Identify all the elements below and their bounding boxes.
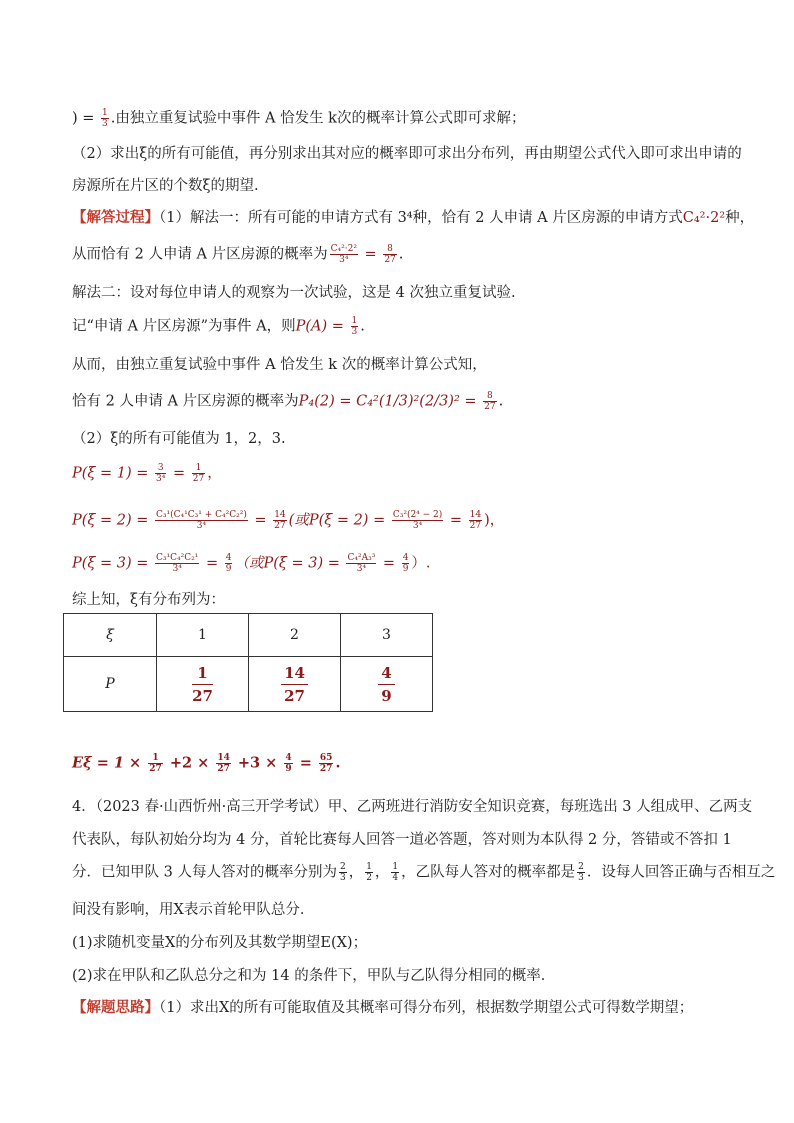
table-row <box>64 614 433 657</box>
fraction: $\frac{8}{27}$ <box>484 391 496 412</box>
fraction: $\frac{\text{C₄²·2²}}{\text{3⁴}}$ <box>330 244 357 265</box>
section-tag: 【解题思路】 <box>72 999 159 1016</box>
table-cell: 3 <box>341 614 433 657</box>
fraction: $\frac{2}{3}$ <box>339 862 346 883</box>
math: P₄(2) = C₄²(1/3)²(2/3)² = <box>298 393 482 410</box>
math: = <box>359 246 382 263</box>
math: Eξ = 1 × <box>72 754 147 772</box>
table-cell <box>341 657 433 712</box>
line-12: P(ξ = 2) = $\frac{\text{C₃¹(C₄¹C₃¹ + C₄²C₂²)}}{\text{3⁴}}$ = $\frac{14}{27}$ (或P(ξ = 2) = $\frac{\text{C₃²(2⁴ − 2)}}{\text{3⁴}}$ = $\frac{14}{27}$ )， <box>72 510 505 531</box>
math: +3 × <box>232 754 283 772</box>
text: .由独立重复试验中事件 A 恰发生 k次的概率计算公式即可求解； <box>110 110 526 127</box>
text: ) = <box>72 110 100 127</box>
text: ，乙队每人答对的概率都是 <box>401 864 576 881</box>
text: 种， <box>725 210 755 226</box>
text: 从而恰有 2 人申请 A 片区房源的概率为 <box>72 246 328 263</box>
fraction: $\frac{\text{C₃¹(C₄¹C₃¹ + C₄²C₂²)}}{\text{3⁴}}$ <box>156 510 247 531</box>
line-5 <box>72 244 403 265</box>
question-4-line-1: 4．（2023 春·山西忻州·高三开学考试）甲、乙两班进行消防安全知识竞赛，每班选出 3 人组成甲、乙两支 <box>72 799 753 815</box>
line-7 <box>72 316 365 337</box>
fraction: $\frac{1}{27}$ <box>192 663 213 705</box>
math: P(ξ = 2) = <box>72 512 154 529</box>
question-4-line-2: 代表队，每队初始分均为 4 分，首轮比赛每人回答一道必答题，答对则为本队得 2 分，答错或不答扣 1 <box>72 832 732 848</box>
text: （1）求出X的所有可能取值及其概率可得分布列，根据数学期望公式可得数学期望； <box>159 1000 694 1016</box>
math: （或P(ξ = 3) = <box>234 555 345 572</box>
fraction: $\frac{14}{27}$ <box>217 753 230 774</box>
fraction: $\frac{4}{9}$ <box>225 553 232 574</box>
fraction: $\frac{4}{9}$ <box>402 553 409 574</box>
fraction: $\frac{3}{\text{3⁴}}$ <box>156 463 166 484</box>
math: C₄²·2² <box>682 210 726 226</box>
fraction: $\frac{1}{3}$ <box>102 108 108 129</box>
table-cell: 2 <box>249 614 341 657</box>
line-8: 从而，由独立重复试验中事件 A 恰发生 k 次的概率计算公式知， <box>72 357 487 373</box>
table-cell: P <box>64 657 157 712</box>
fraction: $\frac{65}{27}$ <box>319 753 333 774</box>
fraction: $\frac{\text{C₄²A₃³}}{\text{3⁴}}$ <box>347 553 376 574</box>
math: P(A) = <box>295 318 349 335</box>
math: = <box>294 754 317 772</box>
fraction: $\frac{\text{C₃¹C₄²C₂¹}}{\text{3⁴}}$ <box>156 553 199 574</box>
question-4-part-1: (1)求随机变量X的分布列及其数学期望E(X)； <box>72 935 368 951</box>
fraction: $\frac{1}{3}$ <box>351 316 358 337</box>
fraction: $\frac{14}{27}$ <box>281 664 308 705</box>
fraction: $\frac{1}{27}$ <box>149 753 162 774</box>
expectation-line <box>72 753 341 774</box>
fraction: $\frac{14}{27}$ <box>469 510 482 531</box>
line-3: 房源所在片区的个数ξ的期望. <box>72 178 259 194</box>
text: ）. <box>411 555 431 572</box>
fraction: $\frac{1}{2}$ <box>366 862 372 883</box>
fraction: $\frac{4}{9}$ <box>285 753 292 774</box>
line-10: （2）ξ的所有可能值为 1，2，3. <box>72 431 286 447</box>
line-13: P(ξ = 3) = $\frac{\text{C₃¹C₄²C₂¹}}{\text{3⁴}}$ = $\frac{4}{9}$ （或P(ξ = 3) = $\frac{\text{C₄²A₃³}}{\text{3⁴}}$ = $\frac{4}{9}$ ）. <box>72 553 431 574</box>
fraction: $\frac{1}{27}$ <box>192 463 205 484</box>
line-4 <box>72 208 754 228</box>
table-row <box>64 657 433 712</box>
fraction: $\frac{4}{9}$ <box>378 664 394 705</box>
text: 分．已知甲队 3 人每人答对的概率分别为 <box>72 864 337 881</box>
line-2: （2）求出ξ的所有可能值，再分别求出其对应的概率即可求出分布列，再由期望公式代入即可求出申请的 <box>72 146 742 162</box>
fraction: $\frac{2}{3}$ <box>578 862 584 883</box>
distribution-table <box>63 613 433 712</box>
fraction: $\frac{\text{C₃²(2⁴ − 2)}}{\text{3⁴}}$ <box>392 510 443 531</box>
text: （1）解法一：所有可能的申请方式有 3⁴种，恰有 2 人申请 A 片区房源的申请方式 <box>159 210 683 226</box>
section-tag: 【解答过程】 <box>72 209 159 226</box>
question-4-line-4: 间没有影响，用X表示首轮甲队总分． <box>72 902 315 918</box>
text: . <box>360 318 365 335</box>
text: . <box>335 754 341 772</box>
text: . <box>398 246 404 263</box>
table-cell: 1 <box>157 614 249 657</box>
line-1 <box>72 108 525 129</box>
fraction: $\frac{14}{27}$ <box>274 510 286 531</box>
table-cell <box>249 657 341 712</box>
table-cell <box>157 657 249 712</box>
text: ， <box>207 465 222 482</box>
math: P(ξ = 1) = <box>72 465 154 482</box>
text: )， <box>484 512 505 529</box>
math: P(ξ = 3) = <box>72 555 154 572</box>
solution-approach-line <box>72 998 693 1018</box>
fraction: $\frac{8}{27}$ <box>384 244 396 265</box>
text: 恰有 2 人申请 A 片区房源的概率为 <box>72 393 299 410</box>
line-6: 解法二：设对每位申请人的观察为一次试验，这是 4 次独立重复试验. <box>72 285 516 301</box>
fraction: $\frac{1}{4}$ <box>392 862 399 883</box>
line-14: 综上知，ξ有分布列为： <box>72 592 225 608</box>
text: 记“申请 A 片区房源”为事件 A，则 <box>72 318 296 335</box>
question-4-line-3: 分．已知甲队 3 人每人答对的概率分别为 $\frac{2}{3}$ ， $\frac{1}{2}$ ， $\frac{1}{4}$ ，乙队每人答对的概率都是 $\frac{2}{3}$ ．设每人回答正确与否相互之 <box>72 862 776 883</box>
text: ．设每人回答正确与否相互之 <box>586 864 776 881</box>
line-11: P(ξ = 1) = $\frac{3}{\text{3⁴}}$ = $\frac{1}{27}$ ， <box>72 463 222 484</box>
table-cell: ξ <box>64 614 157 657</box>
math: +2 × <box>164 754 215 772</box>
text: . <box>498 393 504 410</box>
question-4-part-2: (2)求在甲队和乙队总分之和为 14 的条件下，甲队与乙队得分相同的概率． <box>72 968 556 984</box>
line-9 <box>72 391 503 412</box>
math: (或P(ξ = 2) = <box>288 512 390 529</box>
